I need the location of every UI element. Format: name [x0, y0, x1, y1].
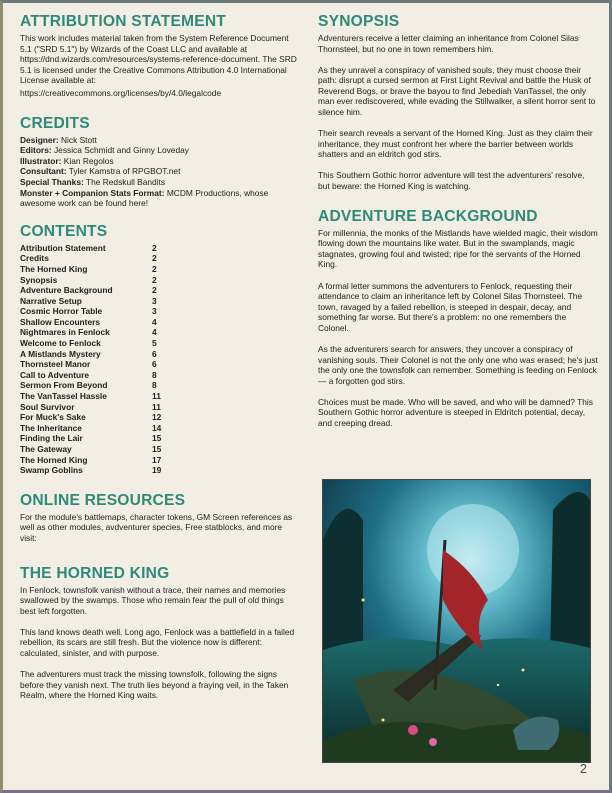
toc-entry-page: 8: [152, 380, 157, 391]
toc-entry-page: 3: [152, 295, 157, 306]
background-paragraph: Choices must be made. Who will be saved, and who will be damned? This Southern Gothic horror adventure is steeped in Eldritch potential, decay, and creeping dread.: [318, 396, 593, 429]
horned-king-paragraph: This land knows death well. Long ago, Fenlock was a battlefield in a failed rebellion, its scars are still fresh. But the violence now is different: calculated, sinister, and with purpose.: [20, 626, 295, 659]
toc-entry-title: The Inheritance: [20, 422, 82, 433]
synopsis-paragraph: Adventurers receive a letter claiming an inheritance from Colonel Silas Thornsteel, but no one in town remembers him.: [318, 33, 579, 54]
credits-list: [20, 135, 298, 209]
toc-entry-title: Welcome to Fenlock: [20, 338, 101, 349]
toc-entry[interactable]: [20, 359, 166, 370]
swamp-illustration: [322, 479, 591, 763]
toc-entry[interactable]: [20, 455, 166, 466]
toc-entry[interactable]: [20, 423, 166, 434]
swamp-illustration-svg: [323, 480, 590, 762]
toc-entry[interactable]: [20, 433, 166, 444]
toc-entry[interactable]: [20, 243, 166, 254]
toc-entry[interactable]: [20, 349, 166, 360]
credit-line: Illustrator: Kian Regolos: [20, 155, 114, 166]
toc-entry-page: 2: [152, 285, 157, 296]
synopsis-paragraph: This Southern Gothic horror adventure will test the adventurers' resolve, but beware: the Horned King is watching.: [318, 170, 585, 192]
toc-entry-title: The Horned King: [20, 263, 88, 274]
toc-entry-title: Shallow Encounters: [20, 316, 101, 327]
license-link[interactable]: https://creativecommons.org/licenses/by/4.0/legalcode: [20, 87, 222, 98]
toc-entry-title: Credits: [20, 253, 49, 264]
synopsis-heading: SYNOPSIS: [318, 13, 400, 30]
contents-heading: CONTENTS: [20, 222, 108, 240]
credit-line: Designer: Nick Stott: [20, 134, 97, 145]
credit-line: Monster + Companion Stats Format: MCDM Productions, whose awesome work can be found here!: [20, 187, 269, 209]
toc-entry-page: 4: [152, 327, 157, 338]
background-paragraph: As the adventurers search for answers, they uncover a conspiracy of vanishing souls. Their Colonel is not the only one who was erased; he's just the only one the townsfolk can remember. Something is feeding on Fenlock — a forgotten god stirs.: [318, 343, 598, 386]
toc-entry-title: The Gateway: [20, 444, 72, 454]
toc-entry-title: Finding the Lair: [20, 433, 83, 444]
toc-entry[interactable]: [20, 306, 166, 317]
attribution-heading: ATTRIBUTION STATEMENT: [20, 13, 227, 30]
right-column: [318, 13, 598, 429]
toc-entry[interactable]: [20, 412, 166, 423]
adventure-background-heading: ADVENTURE BACKGROUND: [318, 207, 538, 225]
toc-entry[interactable]: [20, 338, 166, 349]
background-paragraph: A formal letter summons the adventurers to Fenlock, requesting their attendance to claim an inheritance left by Colonel Silas Thornsteel. The town, ravaged by a failed rebellion, is steeped in despair, decay, and something far worse. But there's a problem: no one remembers the Colonel.: [318, 280, 583, 333]
toc-entry-title: For Muck's Sake: [20, 412, 86, 423]
toc-entry-page: 8: [152, 369, 157, 380]
credit-line: Special Thanks: The Redskull Bandits: [20, 176, 166, 187]
toc-entry-title: Sermon From Beyond: [20, 380, 108, 391]
toc-entry-title: Cosmic Horror Table: [20, 306, 103, 317]
toc-entry[interactable]: [20, 391, 166, 402]
toc-entry[interactable]: [20, 285, 166, 296]
toc-entry-page: 11: [152, 401, 161, 412]
horned-king-heading: THE HORNED KING: [20, 564, 170, 582]
credits-heading: CREDITS: [20, 114, 90, 132]
horned-king-paragraph: In Fenlock, townsfolk vanish without a trace, their names and memories swallowed by the swamps. Those who remain fear the pull of old things best left forgotten.: [20, 584, 286, 616]
attribution-body: This work includes material taken from the System Reference Document 5.1 ("SRD 5.1") by Wizards of the Coast LLC and available at https://dnd.wizards.com/resources/systems-reference-document. The SRD 5.1 is licensed under the Creative Commons Attribution 4.0 International License available at:: [20, 33, 297, 86]
toc-entry[interactable]: [20, 327, 166, 338]
toc-entry-page: 11: [152, 391, 161, 402]
toc-entry-page: 15: [152, 444, 162, 454]
toc-entry-title: Attribution Statement: [20, 242, 106, 253]
toc-entry[interactable]: [20, 296, 166, 307]
toc-entry-page: 6: [152, 359, 157, 370]
toc-entry[interactable]: [20, 253, 166, 264]
toc-entry[interactable]: [20, 370, 166, 381]
credit-line: Editors: Jessica Schmidt and Ginny Loveday: [20, 145, 189, 156]
synopsis-paragraph: Their search reveals a servant of the Horned King. Just as they claim their inheritance, they must confront her where the barrier between worlds shatters and an eldritch god stirs.: [318, 128, 593, 160]
page-number: 2: [580, 762, 587, 776]
toc-entry-page: 6: [152, 348, 157, 359]
toc-entry-page: 2: [152, 242, 157, 253]
toc-entry[interactable]: [20, 275, 166, 286]
toc-entry[interactable]: [20, 465, 166, 476]
toc-entry-page: 4: [152, 316, 157, 327]
toc-entry-title: Nightmares in Fenlock: [20, 327, 110, 338]
background-paragraph: For millennia, the monks of the Mistlands have wielded magic, their wisdom flowing down the mountains like water. But in the swamplands, magic stagnates, growing foul and twisted; ripe for the servants of the Horned King.: [318, 227, 598, 270]
toc-entry-page: 3: [152, 306, 157, 317]
toc-entry-page: 2: [152, 274, 157, 285]
toc-entry-page: 5: [152, 338, 157, 349]
toc-entry-title: A Mistlands Mystery: [20, 348, 101, 359]
toc-entry-title: Narrative Setup: [20, 295, 82, 306]
toc-entry-title: Thornsteel Manor: [20, 359, 91, 370]
toc-entry-page: 2: [152, 263, 157, 274]
horned-king-paragraph: The adventurers must track the missing townsfolk, following the signs before they vanish next. The truth lies beyond a fraying veil, in the Taken Realm, where the Horned King waits.: [20, 669, 289, 701]
toc-entry-page: 17: [152, 454, 162, 465]
toc-entry-title: Synopsis: [20, 274, 58, 285]
toc-entry-page: 14: [152, 422, 162, 433]
left-column: [20, 13, 298, 701]
credit-line: Consultant: Tyler Kamstra of RPGBOT.net: [20, 166, 181, 177]
toc-entry[interactable]: [20, 444, 166, 455]
toc-entry-page: 19: [152, 465, 162, 476]
online-resources-body: For the module's battlemaps, character tokens, GM Screen references as well as other modules, avdventurer species, Free statblocks, and more visit:: [20, 511, 293, 543]
toc-entry-page: 15: [152, 433, 162, 444]
online-resources-heading: ONLINE RESOURCES: [20, 491, 186, 509]
toc-entry-title: Swamp Goblins: [20, 465, 83, 476]
toc-entry-title: The VanTassel Hassle: [20, 391, 107, 402]
toc-entry[interactable]: [20, 380, 166, 391]
toc-entry-title: The Horned King: [20, 454, 88, 465]
toc-entry-title: Call to Adventure: [20, 369, 90, 380]
toc-entry[interactable]: [20, 264, 166, 275]
table-of-contents: [20, 243, 166, 476]
toc-entry-title: Soul Survivor: [20, 401, 75, 412]
toc-entry[interactable]: [20, 317, 166, 328]
toc-entry-page: 2: [152, 253, 157, 264]
toc-entry-title: Adventure Background: [20, 285, 113, 296]
synopsis-paragraph: As they unravel a conspiracy of vanished souls, they must choose their path: disrupt a cursed sermon at First Light Revival and battle the Husk of Reverend Bogs, or brave the bayou to find Jebediah VanTassel, the only man ever rediscovered, while evading the Stillwalker, a silent horror sent to silence him.: [318, 64, 596, 118]
toc-entry[interactable]: [20, 402, 166, 413]
toc-entry-page: 12: [152, 412, 162, 423]
